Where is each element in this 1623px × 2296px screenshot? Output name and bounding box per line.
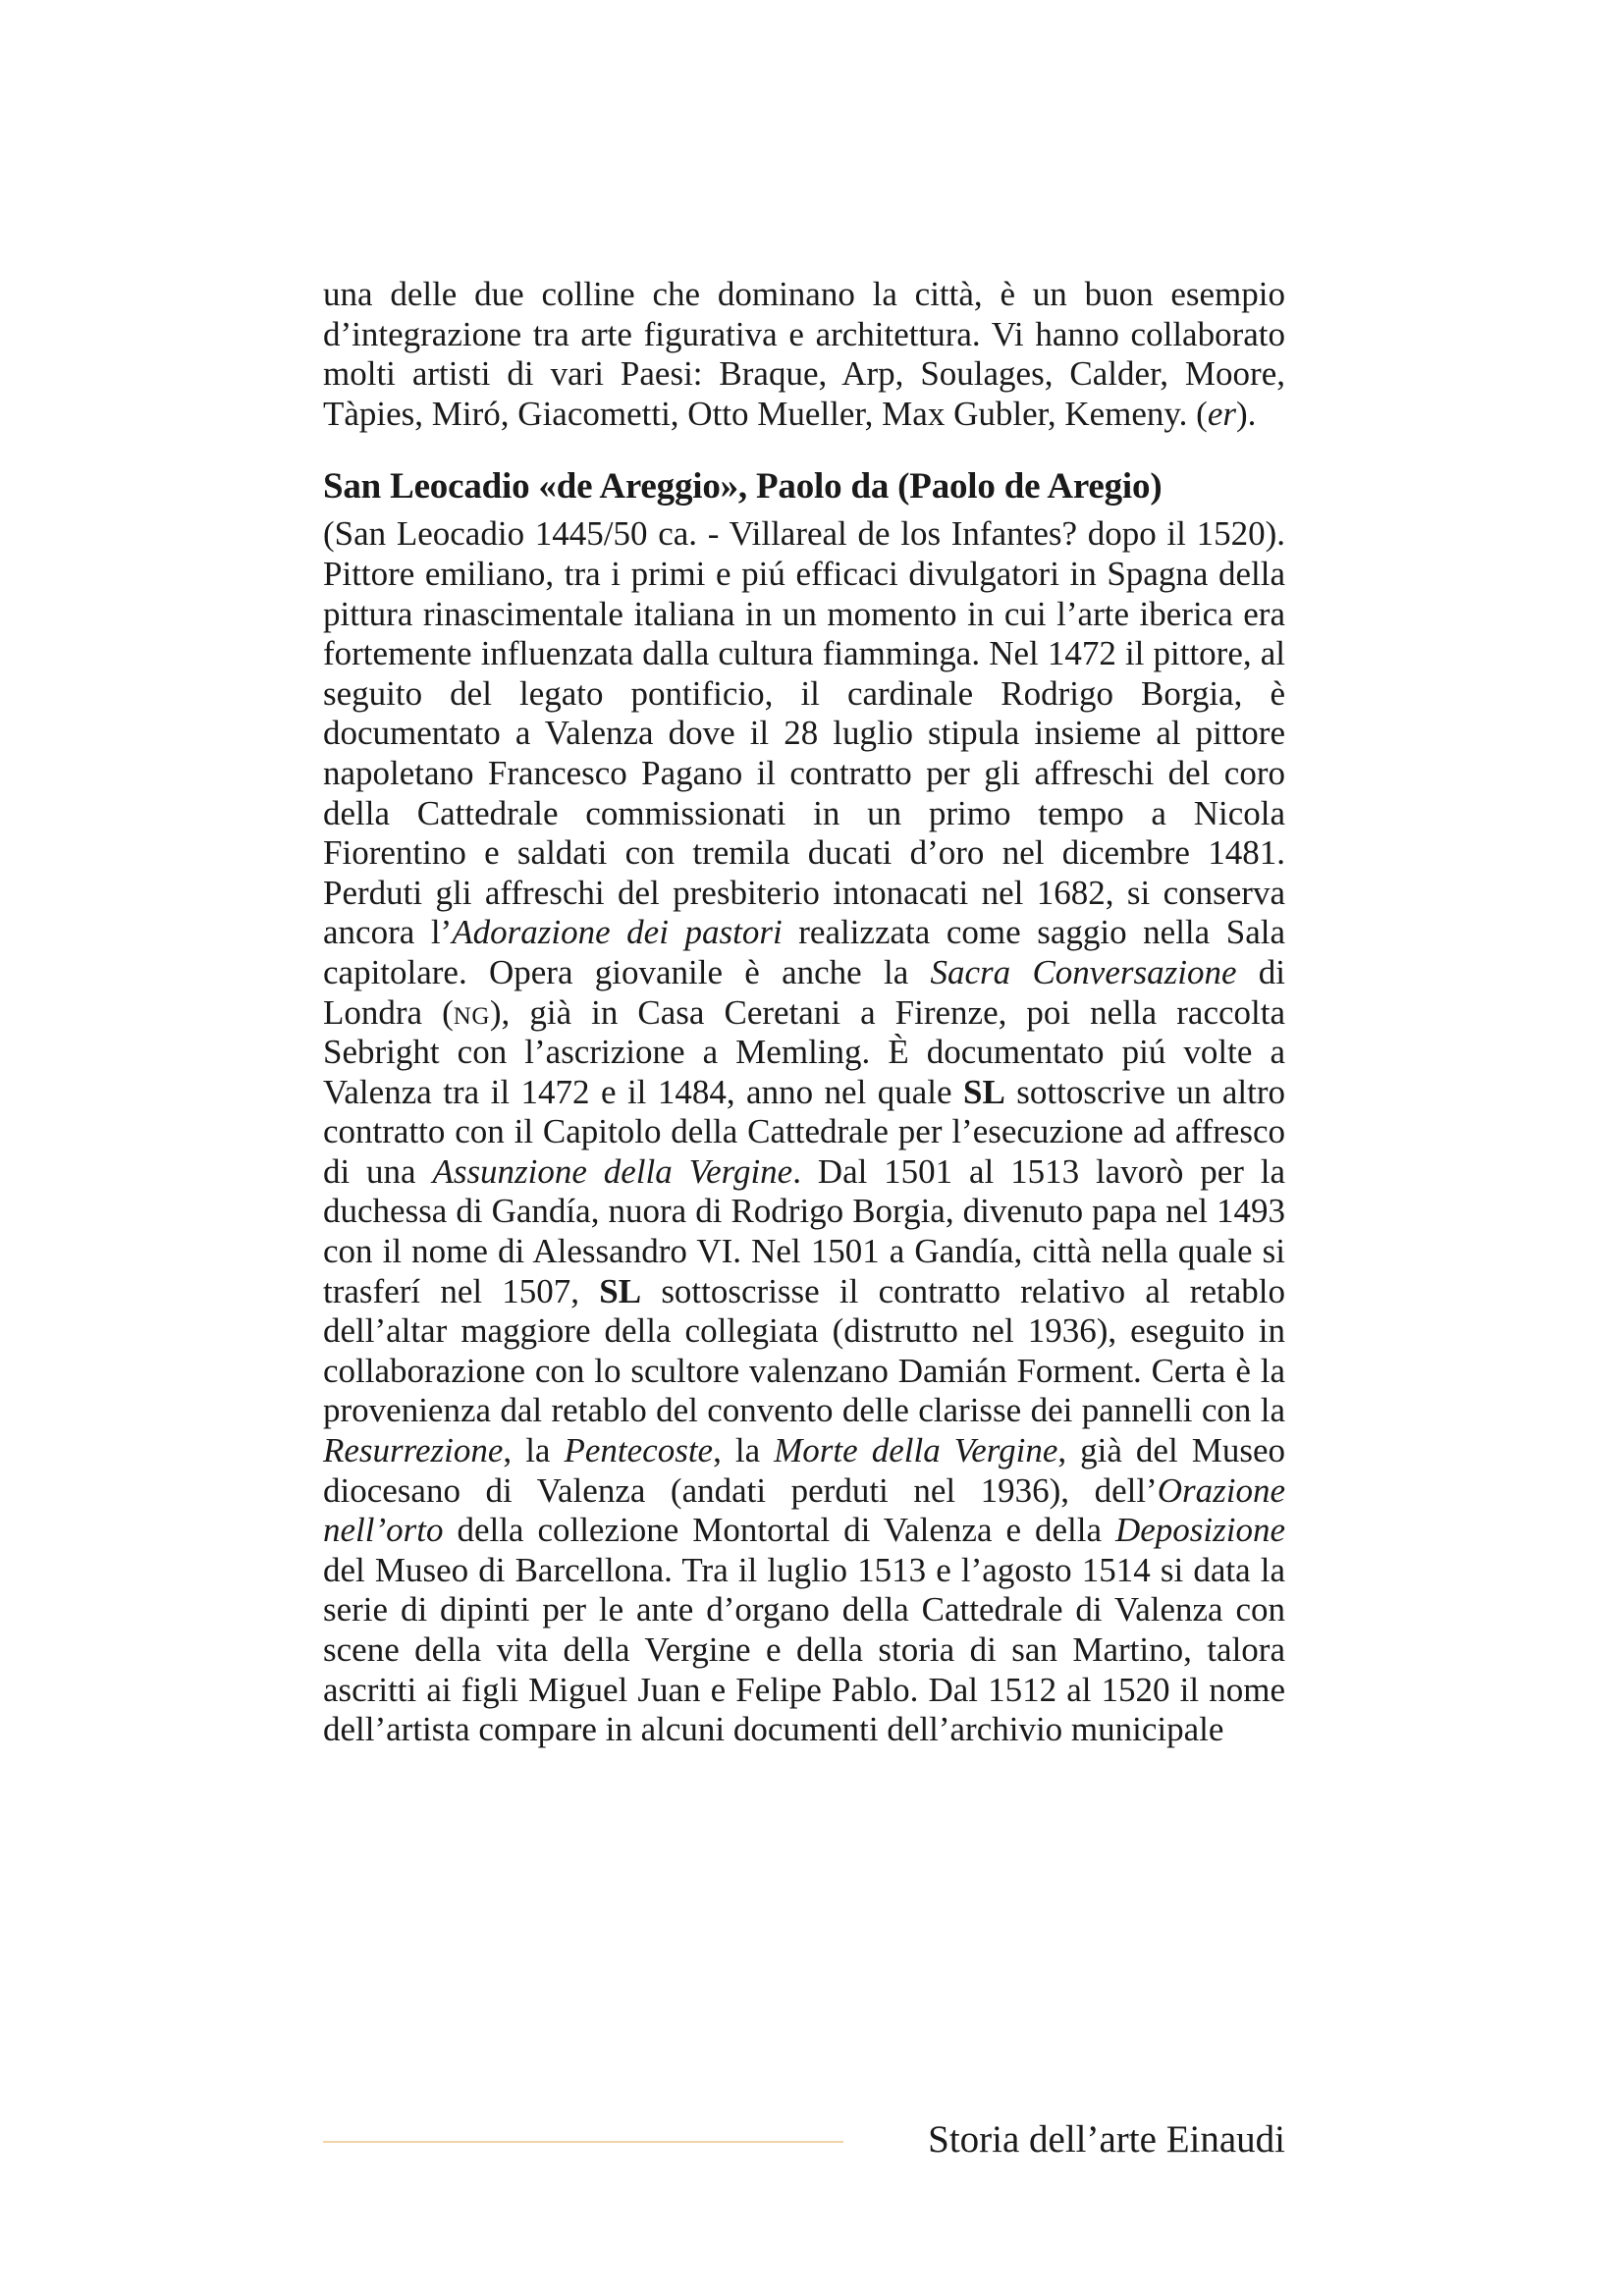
artwork-title: Orazione nell’orto bbox=[323, 1470, 1285, 1550]
text-segment: sottoscrisse il contratto relativo al retablo dell’altar maggiore della collegiata (distrutto nel 1936), eseguito in collaborazione con lo scultore valenzano Damián Forment. Certa è la provenienza dal retablo del convento delle clarisse dei pannelli con la bbox=[323, 1271, 1285, 1430]
publication-title: Storia dell’arte Einaudi bbox=[928, 2118, 1285, 2161]
artwork-title: Pentecoste bbox=[564, 1431, 714, 1470]
entry-title: San Leocadio «de Areggio», Paolo da (Paolo de Aregio) bbox=[323, 466, 1163, 507]
artwork-title: Deposizione bbox=[1114, 1511, 1285, 1550]
artwork-title: Morte della Vergine bbox=[774, 1431, 1058, 1470]
text-segment: ), già in Casa Ceretani a Firenze, poi nella raccolta Sebright con l’ascrizione a Memling. È documentato piú volte a Valenza tra il 1472 e il 1484, anno nel quale bbox=[323, 992, 1285, 1111]
author-initials: er bbox=[1207, 394, 1236, 433]
footer-rule bbox=[323, 2141, 843, 2143]
museum-code: ng bbox=[453, 992, 490, 1032]
entry-text bbox=[323, 514, 1285, 1749]
text-segment: della collezione Montortal di Valenza e della bbox=[443, 1511, 1115, 1550]
text-segment: realizzata come saggio nella Sala capitolare. Opera giovanile è anche la bbox=[323, 913, 1286, 991]
artist-abbreviation: SL bbox=[963, 1072, 1005, 1111]
text-segment: del Museo di Barcellona. Tra il luglio 1513 e l’agosto 1514 si data la serie di dipinti per le ante d’organo della Cattedrale di Valenza con scene della vita della Vergine e della storia di san Martino, talora ascritti ai figli Miguel Juan e Felipe Pablo. Dal 1512 al 1520 il nome dell’artista compare in alcuni documenti dell’archivio municipale bbox=[323, 1550, 1285, 1749]
artist-abbreviation: SL bbox=[599, 1271, 642, 1310]
text-segment: . Dal 1501 al 1513 lavorò per la duchessa di Gandía, nuora di Rodrigo Borgia, divenuto papa nel 1493 con il nome di Alessandro VI. Nel 1501 a Gandía, città nella quale si trasferí nel 1507, bbox=[323, 1151, 1285, 1310]
text-segment: di Londra ( bbox=[323, 952, 1285, 1032]
previous-entry-text: una delle due colline che dominano la città, è un buon esempio d’integrazione tra arte figurativa e architettura. Vi hanno collaborato molti artisti di vari Paesi: Braque, Arp, Soulages, Calder, Moore, Tàpies, Miró, Giacometti, Otto Mueller, Max Gubler, Kemeny. (er). bbox=[323, 275, 1285, 433]
page-body bbox=[323, 275, 1285, 1750]
artwork-title: Assunzione della Vergine bbox=[432, 1151, 793, 1191]
text-segment: (San Leocadio 1445/50 ca. - Villareal de los Infantes? dopo il 1520). Pittore emiliano, tra i primi e piú efficaci divulgatori in Spagna della pittura rinascimentale italiana in un momento in cui l’arte iberica era fortemente influenzata dalla cultura fiamminga. Nel 1472 il pittore, al seguito del legato pontificio, il cardinale Rodrigo Borgia, è documentato a Valenza dove il 28 luglio stipula insieme al pittore napoletano Francesco Pagano il contratto per gli affreschi del coro della Cattedrale commissionati in un primo tempo a Nicola Fiorentino e saldati con tremila ducati d’oro nel dicembre 1481. Perduti gli affreschi del presbiterio intonacati nel 1682, si conserva ancora l’ bbox=[323, 514, 1285, 952]
artwork-title: Resurrezione bbox=[323, 1431, 504, 1470]
artwork-title: Sacra Conversazione bbox=[930, 952, 1237, 991]
previous-entry-body: una delle due colline che dominano la città, è un buon esempio d’integrazione tra arte figurativa e architettura. Vi hanno collaborato molti artisti di vari Paesi: Braque, Arp, Soulages, Calder, Moore, Tàpies, Miró, Giacometti, Otto Mueller, Max Gubler, Kemeny. bbox=[323, 275, 1285, 433]
text-segment: sottoscrive un altro contratto con il Capitolo della Cattedrale per l’esecuzione ad affresco di una bbox=[323, 1072, 1285, 1191]
text-segment: , già del Museo diocesano di Valenza (andati perduti nel 1936), dell’ bbox=[323, 1431, 1285, 1510]
artwork-title: Adorazione dei pastori bbox=[452, 913, 783, 952]
text-segment: , la bbox=[713, 1431, 775, 1470]
page-footer bbox=[323, 2115, 1285, 2164]
text-segment: , la bbox=[503, 1431, 565, 1470]
